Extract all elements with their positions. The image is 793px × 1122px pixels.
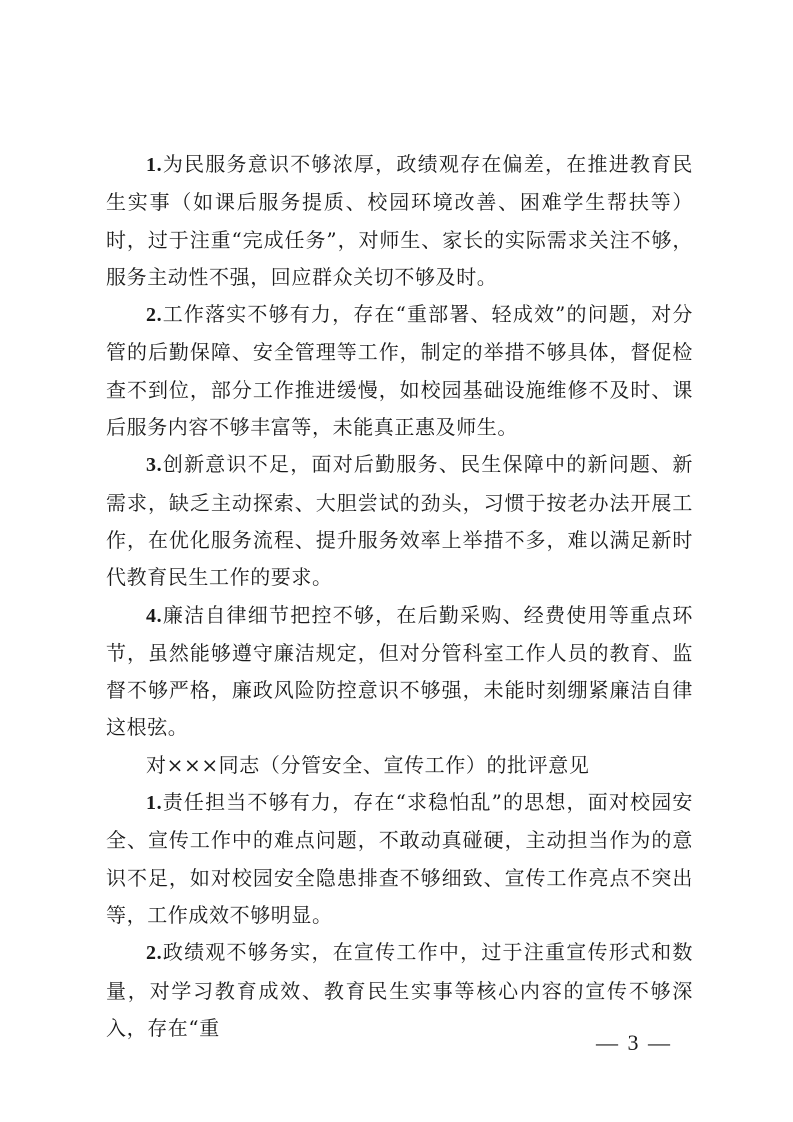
item-number: 3. bbox=[146, 454, 163, 477]
page-number: — 3 — bbox=[596, 1030, 672, 1055]
paragraph-text: 责任担当不够有力，存在“求稳怕乱”的思想，面对校园安全、宣传工作中的难点问题，不敢动真碰硬，主动担当作为的意识不足，如对校园安全隐患排查不够细致、宣传工作亮点不突出等，工作成效不够明显。 bbox=[106, 790, 693, 927]
item-number: 1. bbox=[146, 154, 163, 176]
paragraph-2 bbox=[106, 296, 693, 446]
paragraph-3 bbox=[106, 446, 693, 596]
paragraph-text: 廉洁自律细节把控不够，在后勤采购、经费使用等重点环节，虽然能够遵守廉洁规定，但对分管科室工作人员的教育、监督不够严格，廉政风险防控意识不够强，未能时刻绷紧廉洁自律这根弦。 bbox=[106, 602, 693, 740]
paragraph-text: 政绩观不够务实，在宣传工作中，过于注重宣传形式和数量，对学习教育成效、教育民生实事等核心内容的宣传不够深入，存在“重 bbox=[106, 940, 693, 1040]
item-number: 4. bbox=[146, 604, 163, 627]
paragraph-text: 为民服务意识不够浓厚，政绩观存在偏差，在推进教育民生实事（如课后服务提质、校园环境改善、困难学生帮扶等）时，过于注重“完成任务”，对师生、家长的实际需求关注不够，服务主动性不强，回应群众关切不够及时。 bbox=[106, 152, 693, 289]
item-number: 2. bbox=[146, 304, 163, 327]
paragraph-text: 工作落实不够有力，存在“重部署、轻成效”的问题，对分管的后勤保障、安全管理等工作，制定的举措不够具体，督促检查不到位，部分工作推进缓慢，如校园基础设施维修不及时、课后服务内容不够丰富等，未能真正惠及师生。 bbox=[106, 302, 693, 440]
paragraph-5 bbox=[106, 784, 693, 934]
paragraph-4 bbox=[106, 597, 693, 747]
item-number: 2. bbox=[146, 942, 163, 965]
paragraph-1 bbox=[106, 146, 693, 296]
paragraph-text: 创新意识不足，面对后勤服务、民生保障中的新问题、新需求，缺乏主动探索、大胆尝试的劲头，习惯于按老办法开展工作，在优化服务流程、提升服务效率上举措不多，难以满足新时代教育民生工作的要求。 bbox=[106, 452, 693, 590]
item-number: 1. bbox=[146, 792, 163, 815]
document-body bbox=[106, 146, 693, 1047]
section-heading: 对×××同志（分管安全、宣传工作）的批评意见 bbox=[146, 752, 590, 777]
